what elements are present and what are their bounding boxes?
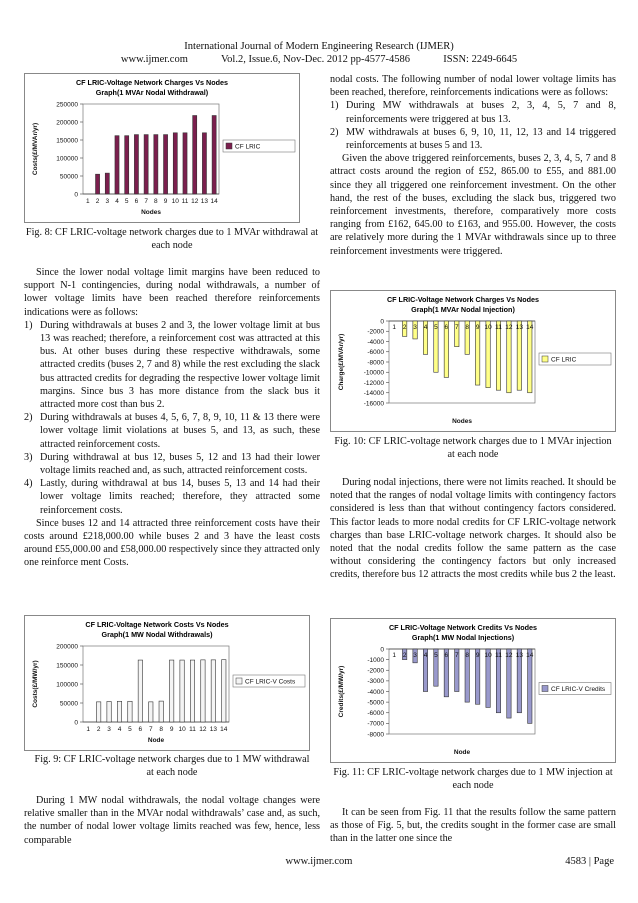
x-tick-label: 14 xyxy=(210,198,218,205)
list-item xyxy=(24,411,320,451)
fig8-svg xyxy=(25,74,299,222)
left-paragraph-2: Since buses 12 and 14 attracted three reinforcement costs have their costs around £218,000.00 while buses 2 and 3 have the least costs around £55,000.00 and £58,000.00 respectively since they attracted only one reinforce ment Costs. xyxy=(24,517,320,569)
x-tick-label: 13 xyxy=(209,726,217,733)
bar-5 xyxy=(128,701,132,722)
legend-label: CF LRIC xyxy=(551,356,577,364)
x-axis-label: Node xyxy=(147,737,165,744)
y-tick-label: -3000 xyxy=(367,678,384,686)
page-number: 4583 | Page xyxy=(565,856,614,867)
fig10-caption: Fig. 10: CF LRIC-voltage network charges due to 1 MVAr injection at each node xyxy=(334,436,612,460)
x-tick-label: 12 xyxy=(505,652,513,659)
right-paragraph-1: nodal costs. The following number of nodal lower voltage limits has been reached, therefore, reinforcements indications were as follows: xyxy=(330,74,616,99)
y-tick-label: -5000 xyxy=(367,699,384,707)
bar-10 xyxy=(173,133,177,194)
y-tick-label: -14000 xyxy=(363,390,384,398)
left-column-text xyxy=(24,266,320,570)
y-tick-label: 200000 xyxy=(56,119,78,127)
x-axis-label: Nodes xyxy=(141,209,161,216)
list-item xyxy=(24,451,320,477)
bar-14 xyxy=(212,116,216,194)
bar-14 xyxy=(528,321,532,393)
x-tick-label: 7 xyxy=(148,726,153,733)
y-tick-label: 50000 xyxy=(59,173,78,181)
x-tick-label: 4 xyxy=(423,652,428,659)
legend xyxy=(539,683,611,695)
y-tick-label: 0 xyxy=(380,318,384,326)
x-tick-label: 14 xyxy=(526,324,534,331)
bar-6 xyxy=(138,660,142,722)
bar-2 xyxy=(96,174,100,194)
list-item-number: 4) xyxy=(24,478,33,490)
x-tick-label: 7 xyxy=(454,652,459,659)
fig9-svg xyxy=(25,616,309,750)
y-tick-label: -1000 xyxy=(367,656,384,664)
bar-14 xyxy=(528,649,532,723)
bar-3 xyxy=(107,701,111,722)
x-tick-label: 13 xyxy=(515,652,523,659)
x-tick-label: 12 xyxy=(505,324,513,331)
bar-12 xyxy=(193,116,197,194)
x-tick-label: 6 xyxy=(444,652,449,659)
x-tick-label: 9 xyxy=(163,198,168,205)
y-axis-label: Costs(£/MW/yr) xyxy=(32,660,39,708)
x-tick-label: 10 xyxy=(484,324,492,331)
bar-4 xyxy=(115,136,119,194)
list-item-text: During withdrawals at buses 2 and 3, the lower voltage limit at bus 13 was reached; therefore, a reinforcement cost was attracted at this bus. At other buses during these respective withdrawals, some attracted credits (buses 2, 7 and 8) while the rest excluding the slack bus attracted credits for degrading the respective lower voltage limit margins. Since bus 3 has more distance from the slack bus it attracted more cost than bus 2. xyxy=(40,319,320,411)
bar-8 xyxy=(159,701,163,722)
bar-9 xyxy=(169,660,173,722)
x-axis-label: Node xyxy=(453,749,471,756)
journal-title: International Journal of Modern Engineering Research (IJMER) xyxy=(184,41,454,52)
fig11-caption: Fig. 11: CF LRIC-voltage network charges due to 1 MW injection at each node xyxy=(333,767,613,791)
x-tick-label: 4 xyxy=(115,198,119,205)
y-axis-label: Credits(£/MW/yr) xyxy=(338,665,345,718)
bar-12 xyxy=(507,649,511,718)
bar-7 xyxy=(149,702,153,722)
fig8-chart xyxy=(24,73,300,223)
x-tick-label: 14 xyxy=(526,652,534,659)
legend xyxy=(223,140,295,152)
legend-label: CF LRIC-V Credits xyxy=(551,686,606,693)
left-paragraph-3: During 1 MW nodal withdrawals, the nodal voltage changes were relative smaller than in the MVAr nodal withdrawals’ case and, as such, the number of nodal lower voltage limits reached was few, hence, less comparable xyxy=(24,795,320,846)
fig9-chart xyxy=(24,615,310,751)
journal-info-line xyxy=(0,53,638,66)
list-item xyxy=(24,477,320,517)
list-item xyxy=(330,126,616,152)
x-tick-label: 5 xyxy=(434,652,438,659)
x-tick-label: 3 xyxy=(413,652,417,659)
x-tick-label: 8 xyxy=(154,198,158,205)
bar-5 xyxy=(125,136,129,194)
x-tick-label: 8 xyxy=(159,726,164,733)
right-column-text xyxy=(330,73,616,258)
x-tick-label: 5 xyxy=(128,726,132,733)
list-item-text: During withdrawals at buses 4, 5, 6, 7, 8, 9, 10, 11 & 13 there were lower voltage limit violations at buses 5, and 13, as such, these attracted reinforcement costs. xyxy=(40,412,320,450)
y-tick-label: 100000 xyxy=(56,681,78,689)
x-tick-label: 9 xyxy=(169,726,174,733)
y-tick-label: -4000 xyxy=(367,338,384,346)
list-item-text: During withdrawal at bus 12, buses 5, 12 and 13 had their lower voltage limits reached and, as such, attracted reinforcement costs. xyxy=(40,451,320,477)
right-list xyxy=(330,99,616,152)
bar-13 xyxy=(202,133,206,194)
y-tick-label: 0 xyxy=(380,646,384,654)
bar-4 xyxy=(117,701,121,722)
chart-subtitle: Graph(1 MVAr Nodal Injection) xyxy=(411,305,515,314)
header-site[interactable]: www.ijmer.com xyxy=(120,54,188,65)
y-tick-label: 0 xyxy=(74,191,78,199)
x-tick-label: 6 xyxy=(134,198,139,205)
y-tick-label: -10000 xyxy=(363,369,384,377)
fig8-caption: Fig. 8: CF LRIC-voltage network charges due to 1 MVAr withdrawal at each node xyxy=(25,227,319,251)
x-tick-label: 12 xyxy=(191,198,199,205)
y-tick-label: -4000 xyxy=(367,688,384,696)
chart-subtitle: Graph(1 MW Nodal Injections) xyxy=(411,633,515,642)
y-tick-label: 200000 xyxy=(56,643,78,651)
list-item-number: 3) xyxy=(24,451,33,463)
plot-area xyxy=(389,649,535,734)
chart-title: CF LRIC-Voltage Network Credits Vs Nodes xyxy=(388,623,538,632)
x-tick-label: 8 xyxy=(465,652,470,659)
header-volume: Vol.2, Issue.6, Nov-Dec. 2012 pp-4577-4586 xyxy=(220,54,411,65)
y-tick-label: 150000 xyxy=(56,137,78,145)
legend-label: CF LRIC xyxy=(235,143,261,151)
bar-10 xyxy=(180,660,184,722)
legend-swatch xyxy=(236,678,242,684)
x-tick-label: 13 xyxy=(515,324,523,331)
x-tick-label: 4 xyxy=(117,726,122,733)
chart-subtitle: Graph(1 MVAr Nodal Withdrawal) xyxy=(95,88,209,97)
x-tick-label: 14 xyxy=(220,726,228,733)
x-tick-label: 10 xyxy=(178,726,186,733)
list-item-number: 1) xyxy=(24,319,33,331)
right-column-mid xyxy=(330,476,616,582)
x-tick-label: 10 xyxy=(484,652,492,659)
x-tick-label: 9 xyxy=(475,324,480,331)
x-tick-label: 9 xyxy=(475,652,480,659)
chart-title: CF LRIC-Voltage Network Costs Vs Nodes xyxy=(85,620,229,629)
left-list xyxy=(24,319,320,517)
legend-label: CF LRIC-V Costs xyxy=(245,678,296,686)
bar-14 xyxy=(222,660,226,722)
y-tick-label: -2000 xyxy=(367,667,384,675)
right-paragraph-4: It can be seen from Fig. 11 that the results follow the same pattern as those of Fig. 5, but, the credits sought in the former case are small than in the latter one since the xyxy=(330,807,616,845)
x-tick-label: 13 xyxy=(200,198,209,205)
plot-area xyxy=(83,646,229,722)
x-tick-label: 11 xyxy=(495,324,502,331)
bar-13 xyxy=(211,660,215,722)
list-item-number: 1) xyxy=(330,100,339,112)
legend xyxy=(233,675,305,687)
x-tick-label: 12 xyxy=(199,726,207,733)
chart-title: CF LRIC-Voltage Network Charges Vs Nodes xyxy=(75,78,229,87)
list-item-text: Lastly, during withdrawal at bus 14, buses 5, 13 and 14 had their lower voltage limits reached; therefore, they attracted some reinforcement costs. xyxy=(40,478,320,516)
x-tick-label: 4 xyxy=(423,324,428,331)
x-tick-label: 1 xyxy=(86,726,91,733)
y-tick-label: -6000 xyxy=(367,349,384,357)
list-item-text: During MW withdrawals at buses 2, 3, 4, 5, 7 and 8, reinforcements were triggered at bus 13. xyxy=(346,100,616,125)
y-tick-label: 0 xyxy=(74,719,78,727)
fig11-chart xyxy=(330,618,616,763)
list-item-number: 2) xyxy=(330,126,339,138)
bar-2 xyxy=(96,702,100,722)
list-item xyxy=(330,99,616,125)
x-tick-label: 5 xyxy=(124,198,129,205)
x-tick-label: 2 xyxy=(95,198,100,205)
y-tick-label: -7000 xyxy=(367,720,384,728)
bar-6 xyxy=(134,135,138,194)
left-column-bottom xyxy=(24,794,320,847)
x-tick-label: 3 xyxy=(413,324,417,331)
y-tick-label: -12000 xyxy=(363,379,384,387)
list-item-text: MW withdrawals at buses 6, 9, 10, 11, 12, 13 and 14 triggered reinforcements at buses 5 and 13. xyxy=(346,126,616,152)
y-tick-label: -16000 xyxy=(363,400,384,408)
x-axis-label: Nodes xyxy=(452,418,472,425)
footer-site[interactable]: www.ijmer.com xyxy=(285,856,353,867)
x-tick-label: 3 xyxy=(105,198,110,205)
left-paragraph-1: Since the lower nodal voltage limit margins have been reduced to support N-1 contingencies, during nodal withdrawals, a number of lower voltage limits have been reached therefore reinforcements indications were as follows: xyxy=(24,267,320,318)
right-paragraph-3: During nodal injections, there were not limits reached. It should be noted that the ranges of nodal voltage limits with contingency factors considered is less than that without contingency factors considered. This factor leads to more nodal credits for CF LRIC-voltage network charges than base LRIC-voltage network charges. It should also be noted that the nodal credits follow the same pattern as the case without considering the contingency factors but only increased credits, therefore bus 12 attracts the most credits while bus 2 the least. xyxy=(330,477,616,581)
x-tick-label: 2 xyxy=(402,324,407,331)
y-tick-label: 50000 xyxy=(59,700,78,708)
bar-7 xyxy=(144,135,148,194)
legend-swatch xyxy=(542,686,548,692)
y-tick-label: -6000 xyxy=(367,710,384,718)
y-tick-label: -8000 xyxy=(367,359,384,367)
y-axis-label: Charge(£/MVAr/yr) xyxy=(338,333,345,391)
bar-3 xyxy=(105,173,109,194)
y-axis-label: Costs(£/MVAr/yr) xyxy=(32,122,39,176)
chart-title: CF LRIC-Voltage Network Charges Vs Nodes xyxy=(386,295,540,304)
x-tick-label: 10 xyxy=(171,198,179,205)
x-tick-label: 11 xyxy=(181,198,189,205)
x-tick-label: 8 xyxy=(465,324,470,331)
right-column-bottom xyxy=(330,806,616,846)
x-tick-label: 1 xyxy=(86,198,90,205)
fig9-caption: Fig. 9: CF LRIC-voltage network charges due to 1 MW withdrawal at each node xyxy=(34,754,310,778)
bar-8 xyxy=(154,135,158,194)
y-tick-label: 100000 xyxy=(56,155,78,163)
y-tick-label: 250000 xyxy=(56,101,78,109)
x-tick-label: 2 xyxy=(402,652,407,659)
bar-11 xyxy=(496,321,500,390)
x-tick-label: 6 xyxy=(138,726,143,733)
bar-9 xyxy=(164,135,168,194)
header-issn: ISSN: 2249-6645 xyxy=(443,54,518,65)
x-tick-label: 1 xyxy=(392,652,397,659)
x-tick-label: 5 xyxy=(434,324,438,331)
fig10-svg xyxy=(331,291,615,431)
bar-12 xyxy=(507,321,511,393)
y-tick-label: -2000 xyxy=(367,328,384,336)
x-tick-label: 1 xyxy=(392,324,397,331)
list-item xyxy=(24,319,320,411)
chart-subtitle: Graph(1 MW Nodal Withdrawals) xyxy=(101,630,213,639)
x-tick-label: 11 xyxy=(189,726,196,733)
x-tick-label: 7 xyxy=(454,324,459,331)
x-tick-label: 2 xyxy=(96,726,101,733)
y-tick-label: 150000 xyxy=(56,662,78,670)
x-tick-label: 6 xyxy=(444,324,449,331)
fig11-svg xyxy=(331,619,615,762)
plot-area xyxy=(83,104,219,194)
x-tick-label: 11 xyxy=(495,652,502,659)
x-tick-label: 3 xyxy=(107,726,111,733)
bar-11 xyxy=(183,133,187,194)
right-paragraph-2: Given the above triggered reinforcements, buses 2, 3, 4, 5, 7 and 8 attract costs around the region of £52, 865.00 to £55, and 881.00 since they all triggered one reinforcement investment. On the other hand, the rest of the buses, excluding the slack bus, triggered two reinforcement investments, therefore, comparatively more costs ranging from £162, 645.00 to £163, and 955.00. However, the costs are relatively more during the 1 MVAr withdrawals since up to three reinforcement investments were triggered. xyxy=(330,153,616,257)
plot-area xyxy=(389,321,535,403)
bar-11 xyxy=(190,660,194,722)
legend xyxy=(539,353,611,365)
fig10-chart xyxy=(330,290,616,432)
legend-swatch xyxy=(542,356,548,362)
bar-13 xyxy=(517,321,521,390)
y-tick-label: -8000 xyxy=(367,731,384,739)
list-item-number: 2) xyxy=(24,412,33,424)
x-tick-label: 7 xyxy=(144,198,148,205)
bar-12 xyxy=(201,660,205,722)
legend-swatch xyxy=(226,143,232,149)
